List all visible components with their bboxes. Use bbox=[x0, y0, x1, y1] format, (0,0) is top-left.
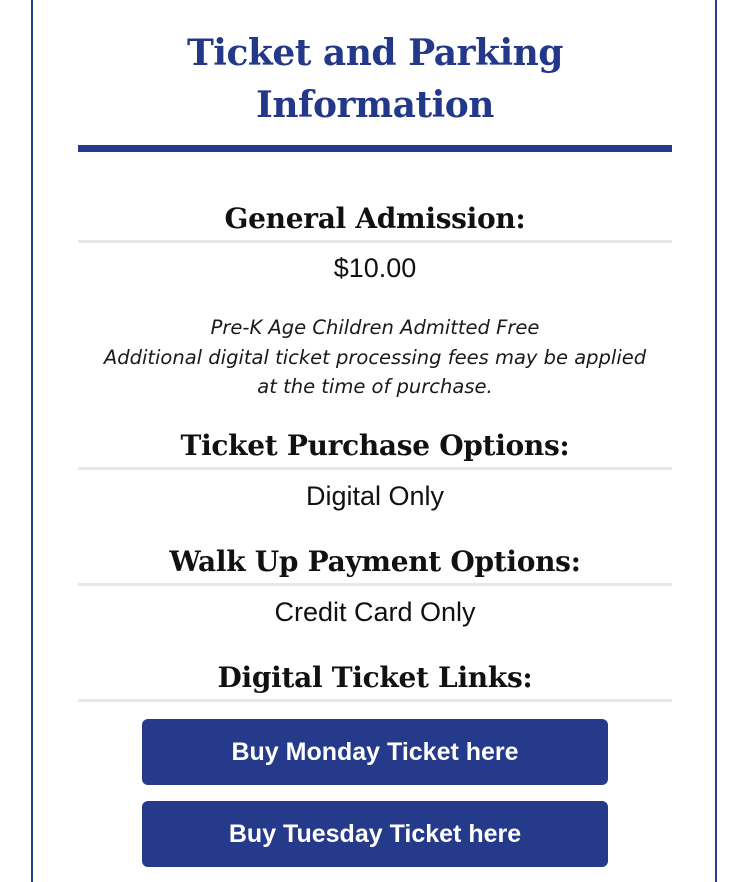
walk-up-payment-divider bbox=[78, 583, 672, 586]
note-line: Pre-K Age Children Admitted Free bbox=[210, 316, 540, 339]
page-title-line-2: Information bbox=[256, 84, 494, 126]
buy-monday-ticket-button[interactable] bbox=[142, 719, 608, 785]
buy-tuesday-ticket-label: Buy Tuesday Ticket here bbox=[228, 819, 522, 848]
note-line: Additional digital ticket processing fees may be applied bbox=[103, 345, 647, 369]
note-line: at the time of purchase. bbox=[257, 375, 493, 398]
digital-links-divider bbox=[78, 699, 672, 702]
walk-up-payment-heading: Walk Up Payment Options: bbox=[169, 545, 581, 578]
ticket-purchase-heading: Ticket Purchase Options: bbox=[180, 429, 570, 462]
general-admission-price: $10.00 bbox=[333, 253, 417, 283]
page-title bbox=[0, 27, 750, 131]
ticket-purchase-value: Digital Only bbox=[305, 481, 445, 511]
buy-tuesday-ticket-button[interactable] bbox=[142, 801, 608, 867]
general-admission-heading: General Admission: bbox=[224, 202, 526, 235]
page-title-line-1: Ticket and Parking bbox=[187, 32, 563, 74]
buy-monday-ticket-label: Buy Monday Ticket here bbox=[231, 737, 519, 766]
digital-links-heading: Digital Ticket Links: bbox=[217, 661, 533, 694]
ticket-purchase-divider bbox=[78, 467, 672, 470]
general-admission-notes bbox=[0, 313, 750, 402]
general-admission-divider bbox=[78, 240, 672, 243]
walk-up-payment-value: Credit Card Only bbox=[274, 597, 476, 627]
title-divider bbox=[78, 145, 672, 152]
